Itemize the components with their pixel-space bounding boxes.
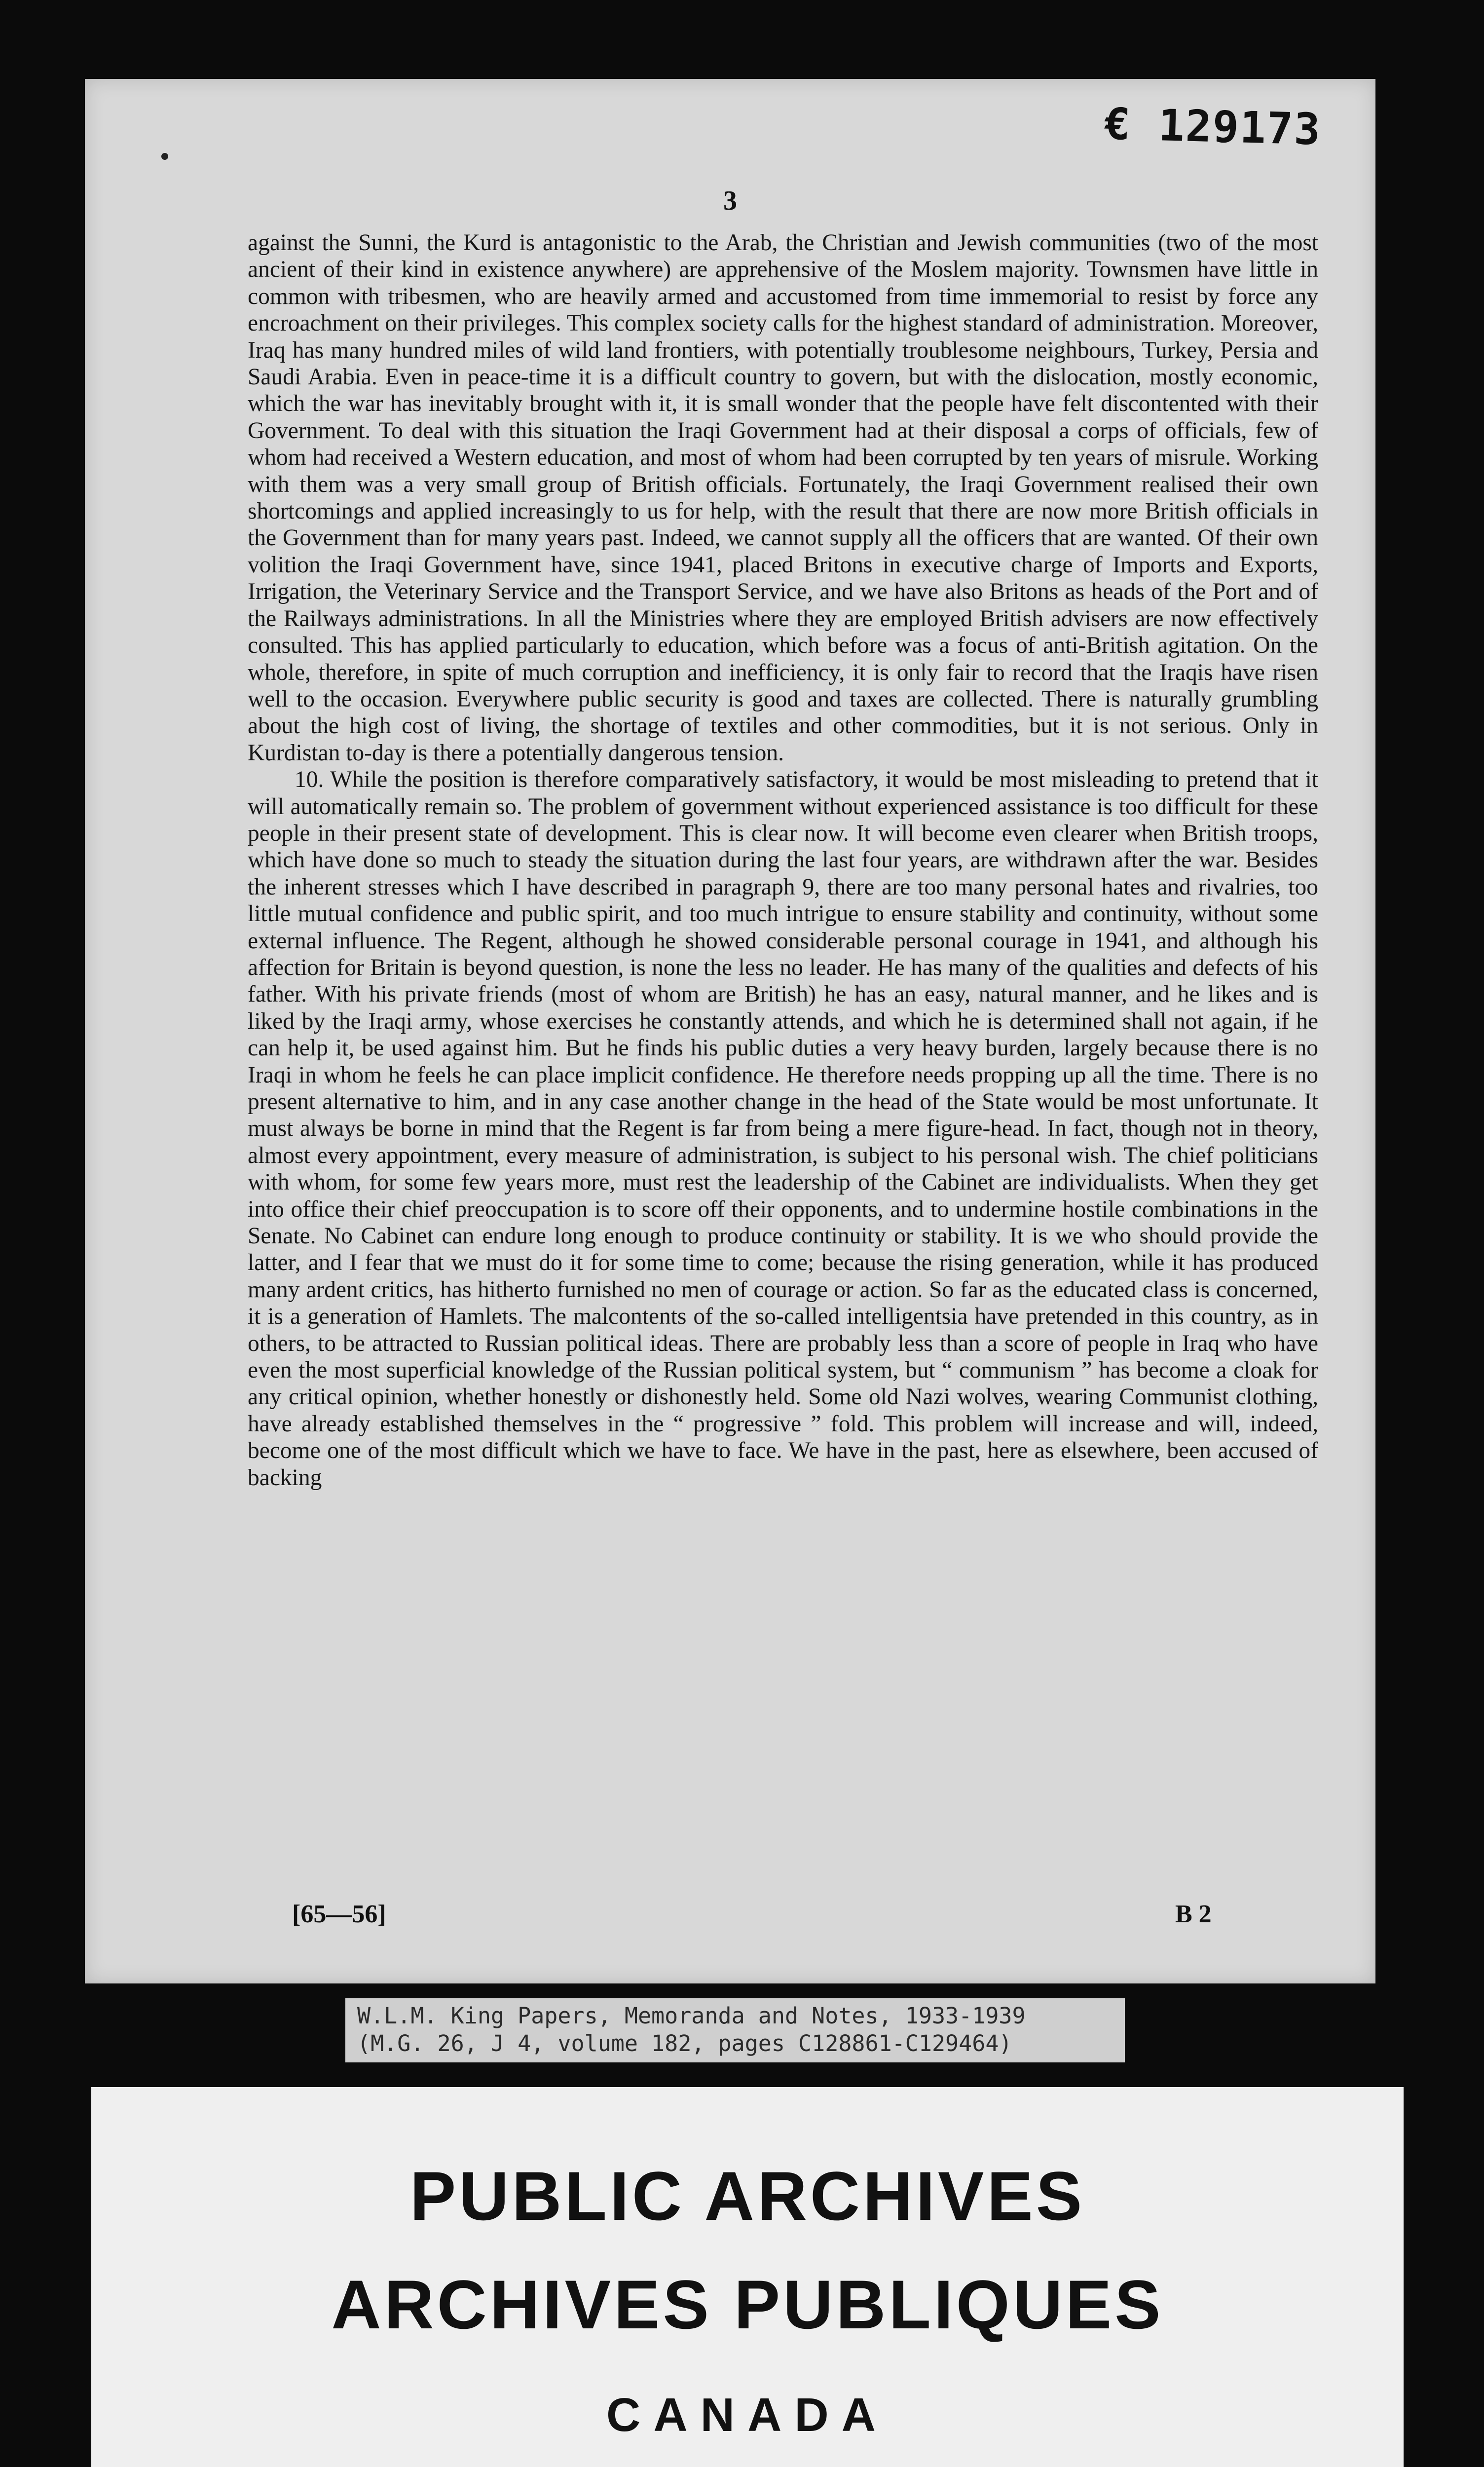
body-text: [248, 229, 1318, 1491]
citation-line-2: (M.G. 26, J 4, volume 182, pages C128861-C129464): [357, 2030, 1012, 2056]
paragraph-10: 10. While the position is therefore comparatively satisfactory, it would be most misleading to pretend that it will automatically remain so. The problem of government without experienced assistance is too difficult for these people in their present state of development. This is clear now. It will become even clearer when British troops, which have done so much to steady the situation during the last four years, are withdrawn after the war. Besides the inherent stresses which I have described in paragraph 9, there are too many personal hates and rivalries, too little mutual confidence and public spirit, and too much intrigue to ensure stability and continuity, without some external influence. The Regent, although he showed considerable personal courage in 1941, and although his affection for Britain is beyond question, is none the less no leader. He has many of the qualities and defects of his father. With his private friends (most of whom are British) he has an easy, natural manner, and he likes and is liked by the Iraqi army, whose exercises he constantly attends, and which he is determined shall not again, if he can help it, be used against him. But he finds his public duties a very heavy burden, largely because there is no Iraqi in whom he feels he can place implicit confidence. He therefore needs propping up all the time. There is no present alternative to him, and in any case another change in the head of the State would be most unfortunate. It must always be borne in mind that the Regent is far from being a mere figure-head. In fact, though not in theory, almost every appointment, every measure of administration, is subject to his personal wish. The chief politicians with whom, for some few years more, must rest the leadership of the Cabinet are individualists. When they get into office their chief preoccupation is to score off their opponents, and to undermine hostile combinations in the Senate. No Cabinet can endure long enough to produce continuity or stability. It is we who should provide the latter, and I fear that we must do it for some time to come; because the rising generation, while it has produced many ardent critics, has hitherto furnished no men of courage or action. So far as the educated class is concerned, it is a generation of Hamlets. The malcontents of the so-called intelligentsia have pretended in this country, as in others, to be attracted to Russian political ideas. There are probably less than a score of people in Iraq who have even the most superficial knowledge of the Russian political system, but “ communism ” has become a cloak for any critical opinion, whether honestly or dishonestly held. Some old Nazi wolves, wearing Communist clothing, have already established themselves in the “ progressive ” fold. This problem will increase and will, indeed, become one of the most difficult which we have to face. We have in the past, here as elsewhere, been accused of backing: [248, 767, 1318, 1491]
citation-line-1: W.L.M. King Papers, Memoranda and Notes, 1933-1939: [357, 2003, 1026, 2029]
print-code: [65—56]: [292, 1900, 386, 1928]
page-number: 3: [723, 186, 737, 216]
archives-english: PUBLIC ARCHIVES: [409, 2157, 1085, 2235]
paragraph-continued: against the Sunni, the Kurd is antagonistic to the Arab, the Christian and Jewish communities (two of the most ancient of their kind in existence anywhere) are apprehensive of the Moslem majority. Townsmen have little in common with tribesmen, who are heavily armed and accustomed from time immemorial to resist by force any encroachment on their privileges. This complex society calls for the highest standard of administration. Moreover, Iraq has many hundred miles of wild land frontiers, with potentially troublesome neighbours, Turkey, Persia and Saudi Arabia. Even in peace-time it is a difficult country to govern, but with the dislocation, mostly economic, which the war has inevitably brought with it, it is small wonder that the people have felt discontented with their Government. To deal with this situation the Iraqi Government had at their disposal a corps of officials, few of whom had received a Western education, and most of whom had been corrupted by ten years of misrule. Working with them was a very small group of British officials. Fortunately, the Iraqi Government realised their own shortcomings and applied increasingly to us for help, with the result that there are now more British officials in the Government than for many years past. Indeed, we cannot supply all the officers that are wanted. Of their own volition the Iraqi Government have, since 1941, placed Britons in executive charge of Imports and Exports, Irrigation, the Veterinary Service and the Transport Service, and we have also Britons as heads of the Port and of the Railways administrations. In all the Ministries where they are employed British advisers are now effectively consulted. This has applied particularly to education, which before was a focus of anti-British agitation. On the whole, therefore, in spite of much corruption and inefficiency, it is only fair to record that the Iraqis have risen well to the occasion. Everywhere public security is good and taxes are collected. There is naturally grumbling about the high cost of living, the shortage of textiles and other commodities, but it is not serious. Only in Kurdistan to-day is there a potentially dangerous tension.: [248, 230, 1318, 766]
archive-stamp-number: € 129173: [1103, 98, 1322, 155]
archives-french: ARCHIVES PUBLIQUES: [331, 2266, 1164, 2343]
archives-country: CANADA: [606, 2389, 889, 2441]
citation-label: [345, 1998, 1125, 2062]
document-page: [85, 79, 1375, 1983]
public-archives-card: [91, 2087, 1404, 2467]
signature-mark: B 2: [1175, 1900, 1212, 1928]
dust-speck: [161, 153, 168, 160]
